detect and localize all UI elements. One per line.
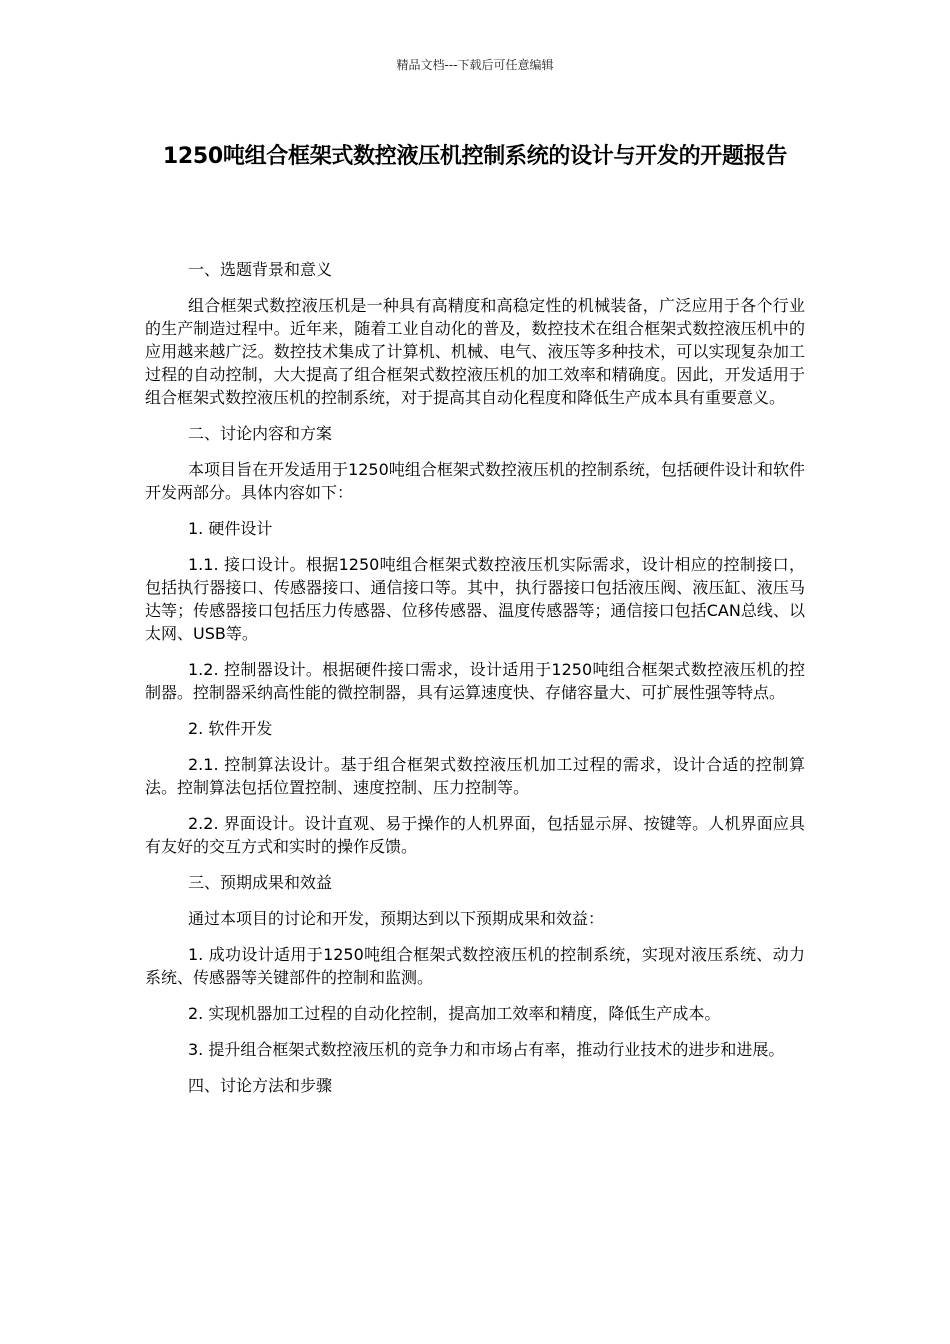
page-header: 精品文档---下载后可任意编辑 [396,58,554,72]
subsection-heading: 2. 软件开发 [188,719,273,738]
paragraph: 2.2. 界面设计。设计直观、易于操作的人机界面，包括显示屏、按键等。人机界面应具有友好的交互方式和实时的操作反馈。 [145,814,805,856]
section-heading: 三、预期成果和效益 [188,873,333,892]
section-heading: 二、讨论内容和方案 [188,424,333,443]
section-heading: 四、讨论方法和步骤 [188,1076,333,1095]
list-item: 3. 提升组合框架式数控液压机的竞争力和市场占有率，推动行业技术的进步和进展。 [188,1040,785,1059]
subsection-heading: 1. 硬件设计 [188,519,273,538]
paragraph: 1.1. 接口设计。根据1250吨组合框架式数控液压机实际需求，设计相应的控制接口，包括执行器接口、传感器接口、通信接口等。其中，执行器接口包括液压阀、液压缸、液压马达等；传感器接口包括压力传感器、位移传感器、温度传感器等；通信接口包括CAN总线、以太网、USB等。 [145,555,805,643]
paragraph: 组合框架式数控液压机是一种具有高精度和高稳定性的机械装备，广泛应用于各个行业的生产制造过程中。近年来，随着工业自动化的普及，数控技术在组合框架式数控液压机中的应用越来越广泛。数控技术集成了计算机、机械、电气、液压等多种技术，可以实现复杂加工过程的自动控制，大大提高了组合框架式数控液压机的加工效率和精确度。因此，开发适用于组合框架式数控液压机的控制系统，对于提高其自动化程度和降低生产成本具有重要意义。 [145,296,805,407]
document-body [145,258,805,1110]
paragraph: 本项目旨在开发适用于1250吨组合框架式数控液压机的控制系统，包括硬件设计和软件开发两部分。具体内容如下： [145,460,805,502]
section-heading: 一、选题背景和意义 [188,260,333,279]
document-title: 1250吨组合框架式数控液压机控制系统的设计与开发的开题报告 [162,144,788,169]
paragraph: 通过本项目的讨论和开发，预期达到以下预期成果和效益： [188,909,605,928]
list-item: 2. 实现机器加工过程的自动化控制，提高加工效率和精度，降低生产成本。 [188,1004,721,1023]
paragraph: 2.1. 控制算法设计。基于组合框架式数控液压机加工过程的需求，设计合适的控制算法。控制算法包括位置控制、速度控制、压力控制等。 [145,755,805,797]
paragraph: 1.2. 控制器设计。根据硬件接口需求，设计适用于1250吨组合框架式数控液压机的控制器。控制器采纳高性能的微控制器，具有运算速度快、存储容量大、可扩展性强等特点。 [145,660,805,702]
list-item: 1. 成功设计适用于1250吨组合框架式数控液压机的控制系统，实现对液压系统、动力系统、传感器等关键部件的控制和监测。 [145,945,805,987]
